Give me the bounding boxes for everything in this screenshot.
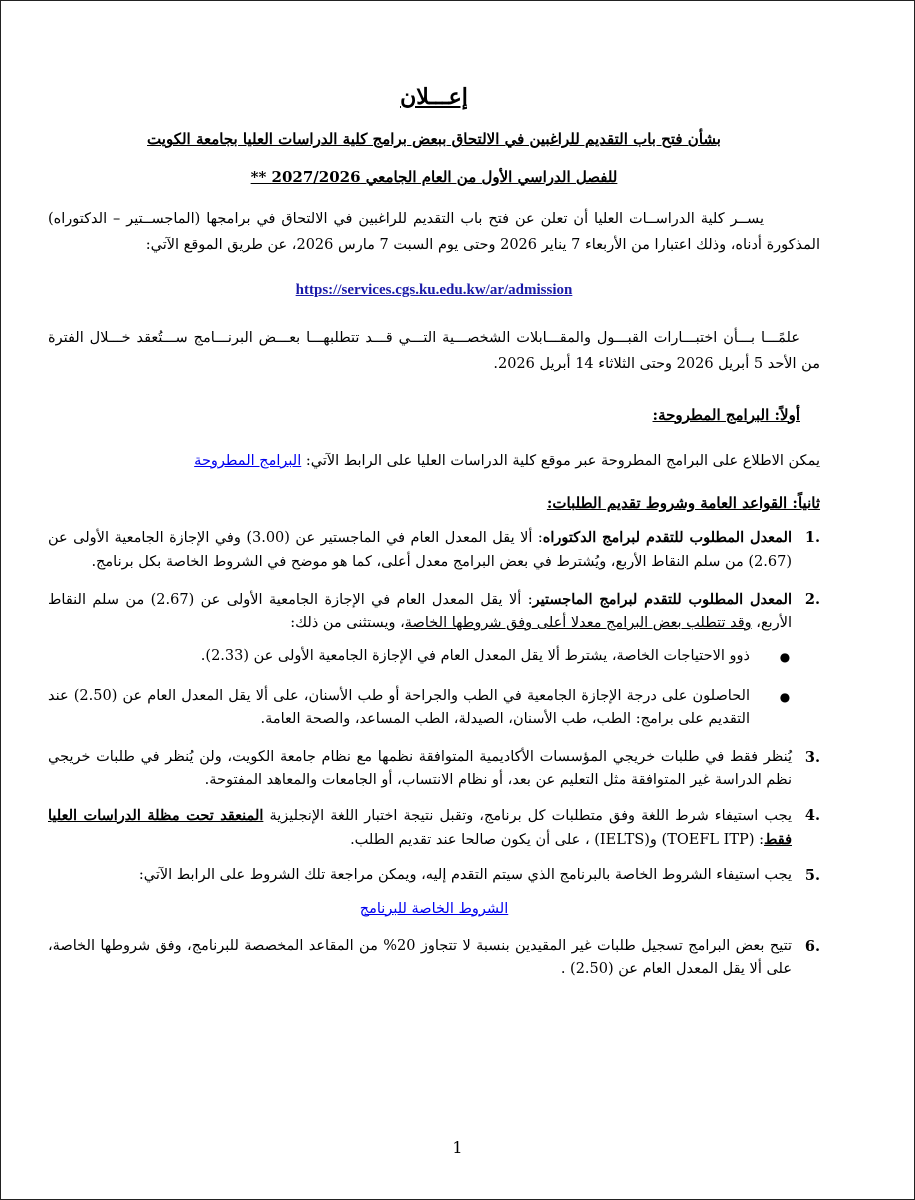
exception-bullet-1 [48, 645, 820, 669]
rule-tail-text: ، ويستثنى من ذلك: [290, 615, 405, 631]
offered-programs-link[interactable]: البرامج المطروحة [194, 453, 302, 470]
rule-text: يُنظر فقط في طلبات خريجي المؤسسات الأكاديمية المتوافقة نظمها مع نظام جامعة الكويت، ولن يُنظر في طلبات خريجي نظم الدراسة غير المتوافقة مثل التعليم عن بعد، أو نظام الانتساب، أو الجامعات والمعاهد المفتوحة. [48, 748, 792, 788]
rule-text: تتيح بعض البرامج تسجيل طلبات غير المقيدين بنسبة لا تتجاوز 20% من المقاعد المخصصة للبرنامج، وفق شروطها الخاصة، على ألا يقل المعدل العام عن (2.50) . [48, 937, 793, 977]
intro-paragraph: يســر كلية الدراســات العليا أن تعلن عن فتح باب التقديم للراغبين في الالتحاق في برامجها (الماجســتير – الدكتوراه) المذكورة أدناه، وذلك اعتبارا من الأربعاء 7 يناير 2026 وحتى يوم السبت 7 مارس 2026، عن طريق الموقع الآتي: [48, 211, 820, 253]
page-title: إعـــلان [400, 84, 468, 110]
rule-number: .5 [804, 867, 820, 885]
tests-note-paragraph: علمًـــا بـــأن اختبـــارات القبـــول والمقـــابلات الشخصـــية التـــي قـــد تتطلبهـــا بعـــض البرنـــامج ســـتُعقد خـــلال الفترة من الأحد 5 أبريل 2026 وحتى الثلاثاء 14 أبريل 2026. [48, 330, 820, 372]
rule-number: .3 [804, 748, 820, 766]
rule-number: .2 [804, 590, 820, 608]
page-number: 1 [452, 1138, 463, 1157]
rule-number: .1 [804, 529, 820, 547]
rule-number: .4 [804, 806, 820, 824]
rule-text: يجب استيفاء شرط اللغة وفق متطلبات كل برنامج، وتقبل نتيجة اختبار اللغة الإنجليزية [263, 807, 792, 824]
rule-text: : ألا يقل المعدل العام في الماجستير عن (3.00) وفي الإجازة الجامعية الأولى عن (2.67) من سلم النقاط الأربع، ويُشترط في بعض البرامج معدل أعلى، كما هو موضح في الشروط الخاصة بكل برنامج. [48, 530, 792, 570]
section-1-text [48, 450, 820, 473]
section-1-heading: أولاً: البرامج المطروحة: [652, 405, 800, 424]
rule-underlined-text: وقد تتطلب بعض البرامج معدلا أعلى وفق شروطها الخاصة [404, 615, 752, 631]
rule-text: يجب استيفاء الشروط الخاصة بالبرنامج الذي سيتم التقدم إليه، ويمكن مراجعة تلك الشروط على الرابط الآتي: [138, 867, 792, 884]
rule-item-3 [48, 746, 820, 792]
bullet-dot-icon: ● [779, 690, 791, 705]
rule-item-2 [48, 588, 820, 635]
rule-item-4 [48, 804, 820, 852]
section-1-body: يمكن الاطلاع على البرامج المطروحة عبر موقع كلية الدراسات العليا على الرابط الآتي: [301, 453, 820, 470]
subtitle-line-2: للفصل الدراسي الأول من العام الجامعي 2027/2026 ** [250, 168, 618, 187]
rule-text: : ألا يقل المعدل العام في الإجازة الجامعية الأولى عن (2.67) من سلم النقاط الأربع، [48, 591, 792, 631]
bullet-text: ذوو الاحتياجات الخاصة، يشترط ألا يقل المعدل العام في الإجازة الجامعية الأولى عن (2.33). [200, 648, 750, 665]
rule-bold-underlined-text: المنعقد تحت مظلة الدراسات العليا فقط [48, 806, 792, 849]
rule-tail-text: : (TOEFL ITP) و(IELTS) ، على أن يكون صالحا عند تقديم الطلب. [350, 832, 764, 849]
admission-link[interactable]: https://services.cgs.ku.edu.kw/ar/admission [295, 281, 573, 298]
rule-item-1 [48, 526, 820, 573]
exception-bullet-2 [48, 685, 820, 731]
rule-item-6 [48, 935, 820, 981]
bullet-dot-icon: ● [779, 650, 791, 665]
rule-heading: المعدل المطلوب للتقدم لبرامج الماجستير [532, 590, 792, 608]
rule-item-5 [48, 864, 820, 887]
rule-heading: المعدل المطلوب للتقدم لبرامج الدكتوراه [542, 529, 793, 547]
program-conditions-link[interactable]: الشروط الخاصة للبرنامج [359, 900, 509, 917]
bullet-text: الحاصلون على درجة الإجازة الجامعية في الطب والجراحة أو طب الأسنان، على ألا يقل المعدل العام عن (2.50) عند التقديم على برامج: الطب، طب الأسنان، الصيدلة، الطب المساعد، والصحة العامة. [48, 688, 751, 728]
section-2-heading: ثانياً: القواعد العامة وشروط تقديم الطلبات: [546, 494, 820, 513]
subtitle-line-1: بشأن فتح باب التقديم للراغبين في الالتحاق ببعض برامج كلية الدراسات العليا بجامعة الكويت [147, 130, 721, 149]
rule-number: .6 [804, 937, 820, 955]
announcement-page [48, 80, 820, 981]
